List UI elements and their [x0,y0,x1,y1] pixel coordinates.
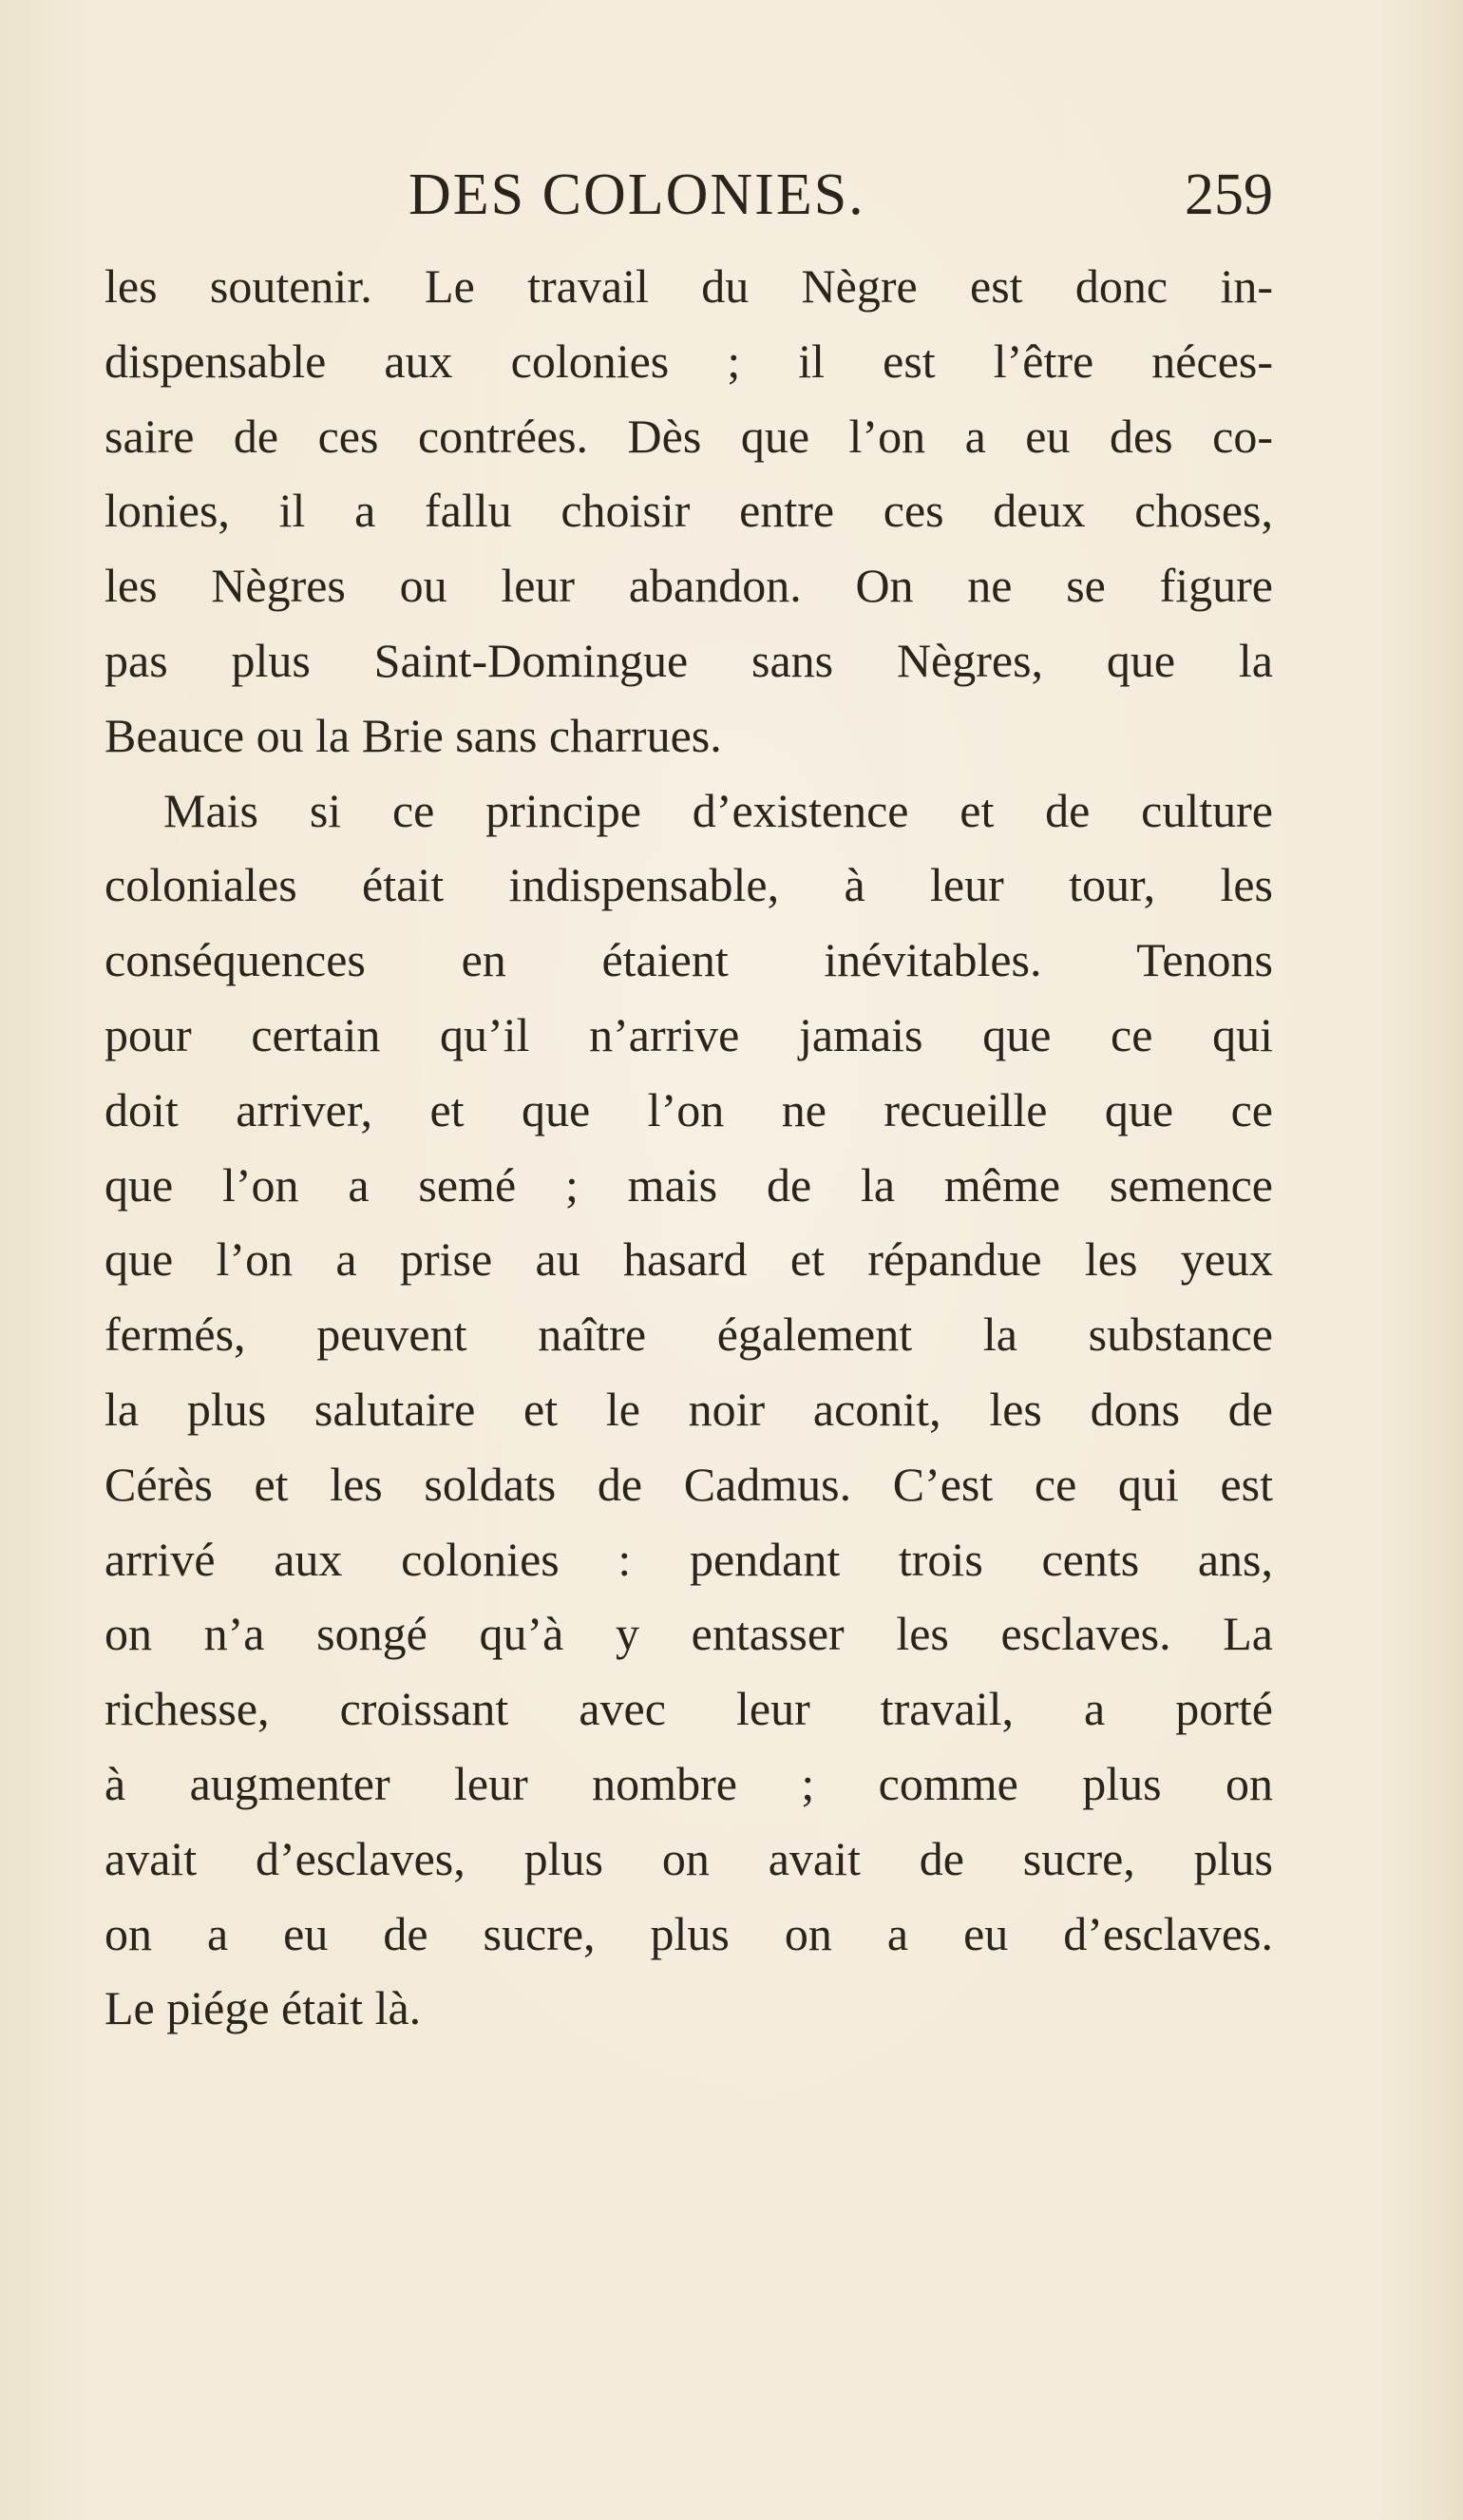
text-line: que l’on a prise au hasard et répandue les yeux [104,1232,1273,1287]
text-line: Beauce ou la Brie sans charrues. [104,708,722,762]
running-head [104,157,1273,233]
text-line: dispensable aux colonies ; il est l’être néces- [104,334,1273,388]
paragraph-1 [104,249,1273,773]
text-line: Le piége était là. [104,1981,422,2035]
text-line: pour certain qu’il n’arrive jamais que ce qui [104,1007,1273,1061]
page-number: 259 [1185,162,1273,227]
text-line: doit arriver, et que l’on ne recueille que ce [104,1082,1273,1136]
text-line: à augmenter leur nombre ; comme plus on [104,1756,1273,1810]
text-line: on n’a songé qu’à y entasser les esclaves. La [104,1607,1273,1661]
paragraph-2 [104,773,1273,2047]
text-line: Cérès et les soldats de Cadmus. C’est ce qui est [104,1457,1273,1511]
text-line: la plus salutaire et le noir aconit, les dons de [104,1382,1273,1436]
text-line: pas plus Saint-Domingue sans Nègres, que la [104,633,1273,687]
text-line: saire de ces contrées. Dès que l’on a eu des co- [104,409,1273,463]
text-line: les soutenir. Le travail du Nègre est donc in- [104,259,1273,313]
text-line: lonies, il a fallu choisir entre ces deux choses, [104,484,1273,538]
running-title: DES COLONIES. [408,162,865,227]
text-line: Mais si ce principe d’existence et de culture [163,783,1273,837]
text-line: coloniales était indispensable, à leur tour, les [104,858,1273,912]
text-line: conséquences en étaient inévitables. Tenons [104,933,1273,987]
text-line: que l’on a semé ; mais de la même semence [104,1157,1273,1212]
text-line: richesse, croissant avec leur travail, a porté [104,1682,1273,1736]
text-line: fermés, peuvent naître également la substance [104,1308,1273,1362]
text-line: avait d’esclaves, plus on avait de sucre, plus [104,1831,1273,1885]
body-text [104,249,1273,2046]
text-line: les Nègres ou leur abandon. On ne se figure [104,559,1273,613]
text-line: on a eu de sucre, plus on a eu d’esclaves. [104,1906,1273,1960]
text-line: arrivé aux colonies : pendant trois cents ans, [104,1532,1273,1586]
